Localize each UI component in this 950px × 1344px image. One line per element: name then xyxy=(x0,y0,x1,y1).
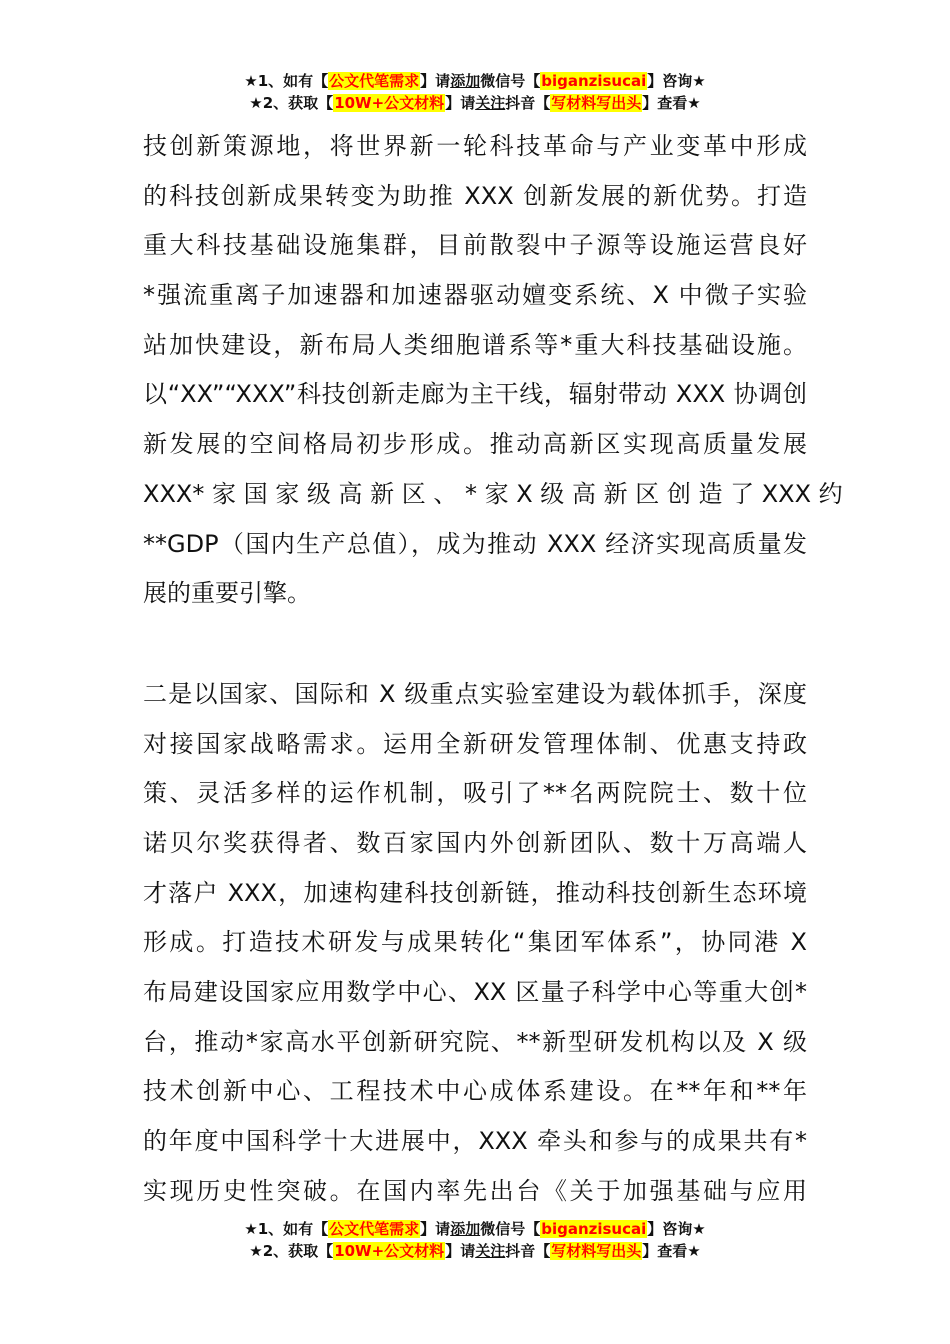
banner-text: 抖音【 xyxy=(505,94,551,112)
text-line: 以“XX”“XXX”科技创新走廊为主干线，辐射带动 XXX 协调创 xyxy=(143,380,807,409)
text-line: 技术创新中心、工程技术中心成体系建设。在**年和**年 xyxy=(143,1077,807,1106)
text-line: 台，推动*家高水平创新研究院、**新型研发机构以及 X 级 xyxy=(143,1027,807,1056)
banner-text: ★2、获取【 xyxy=(249,1242,334,1260)
banner-line-1 xyxy=(0,1218,950,1240)
header-banner xyxy=(0,70,950,114)
banner-text: 】请 xyxy=(445,1242,476,1260)
banner-text: 】请 xyxy=(420,1220,451,1238)
document-body xyxy=(143,122,843,1216)
text-line: 策、灵活多样的运作机制，吸引了**名两院院士、数十位 xyxy=(143,779,807,808)
banner-text: 】咨询★ xyxy=(647,72,706,90)
banner-wechat-id: biganzisucai xyxy=(541,72,647,90)
text-line: *强流重离子加速器和加速器驱动嬗变系统、X 中微子实验 xyxy=(143,281,807,310)
banner-text: 】请 xyxy=(420,72,451,90)
banner-wechat-id: biganzisucai xyxy=(541,1220,647,1238)
text-line: 的年度中国科学十大进展中，XXX 牵头和参与的成果共有* xyxy=(143,1127,807,1156)
text-line: 对接国家战略需求。运用全新研发管理体制、优惠支持政 xyxy=(143,729,807,758)
banner-text: 】查看★ xyxy=(642,1242,701,1260)
banner-text: ★2、获取【 xyxy=(249,94,334,112)
text-line: 的科技创新成果转变为助推 XXX 创新发展的新优势。打造 xyxy=(143,181,807,210)
banner-line-1 xyxy=(0,70,950,92)
text-line: 新发展的空间格局初步形成。推动高新区实现高质量发展 xyxy=(143,430,807,459)
paragraph-1 xyxy=(143,122,843,619)
banner-douyin-name: 写材料写出头 xyxy=(551,1242,642,1260)
text-line: 二是以国家、国际和 X 级重点实验室建设为载体抓手，深度 xyxy=(143,679,807,708)
banner-text: 微信号【 xyxy=(480,1220,541,1238)
banner-underlined: 添加 xyxy=(450,1220,481,1238)
banner-text: 抖音【 xyxy=(505,1242,551,1260)
banner-underlined: 添加 xyxy=(450,72,481,90)
text-line: 实现历史性突破。在国内率先出台《关于加强基础与应用 xyxy=(143,1176,807,1205)
text-line: XXX* 家 国 家 级 高 新 区 、 * 家 X 级 高 新 区 创 造 了 XXX 约 xyxy=(143,479,843,508)
banner-douyin-name: 写材料写出头 xyxy=(551,94,642,112)
paragraph-gap xyxy=(143,619,807,670)
banner-highlight: 公文代笔需求 xyxy=(329,72,420,90)
banner-text: 微信号【 xyxy=(480,72,541,90)
banner-text: ★1、如有【 xyxy=(244,72,329,90)
banner-text: 】请 xyxy=(445,94,476,112)
text-line: 站加快建设，新布局人类细胞谱系等*重大科技基础设施。 xyxy=(143,330,807,359)
banner-text: 】咨询★ xyxy=(647,1220,706,1238)
text-line: 展的重要引擎。 xyxy=(143,579,311,608)
banner-highlight: 公文代笔需求 xyxy=(329,1220,420,1238)
banner-underlined: 关注 xyxy=(475,94,506,112)
text-line: 技创新策源地，将世界新一轮科技革命与产业变革中形成 xyxy=(143,132,807,160)
text-line: 布局建设国家应用数学中心、XX 区量子科学中心等重大创* xyxy=(143,978,807,1006)
banner-line-2 xyxy=(0,92,950,114)
banner-highlight: 10W+公文材料 xyxy=(334,94,445,112)
banner-text: ★1、如有【 xyxy=(244,1220,329,1238)
text-line: **GDP（国内生产总值），成为推动 XXX 经济实现高质量发 xyxy=(143,529,807,558)
paragraph-2 xyxy=(143,670,807,1217)
banner-line-2 xyxy=(0,1240,950,1262)
text-line: 形成。打造技术研发与成果转化“集团军体系”，协同港 X xyxy=(143,928,807,957)
footer-banner xyxy=(0,1218,950,1262)
text-line: 重大科技基础设施集群，目前散裂中子源等设施运营良好 xyxy=(143,231,807,260)
banner-highlight: 10W+公文材料 xyxy=(334,1242,445,1260)
text-line: 才落户 XXX，加速构建科技创新链，推动科技创新生态环境 xyxy=(143,878,807,907)
banner-text: 】查看★ xyxy=(642,94,701,112)
text-line: 诺贝尔奖获得者、数百家国内外创新团队、数十万高端人 xyxy=(143,828,807,857)
banner-underlined: 关注 xyxy=(475,1242,506,1260)
